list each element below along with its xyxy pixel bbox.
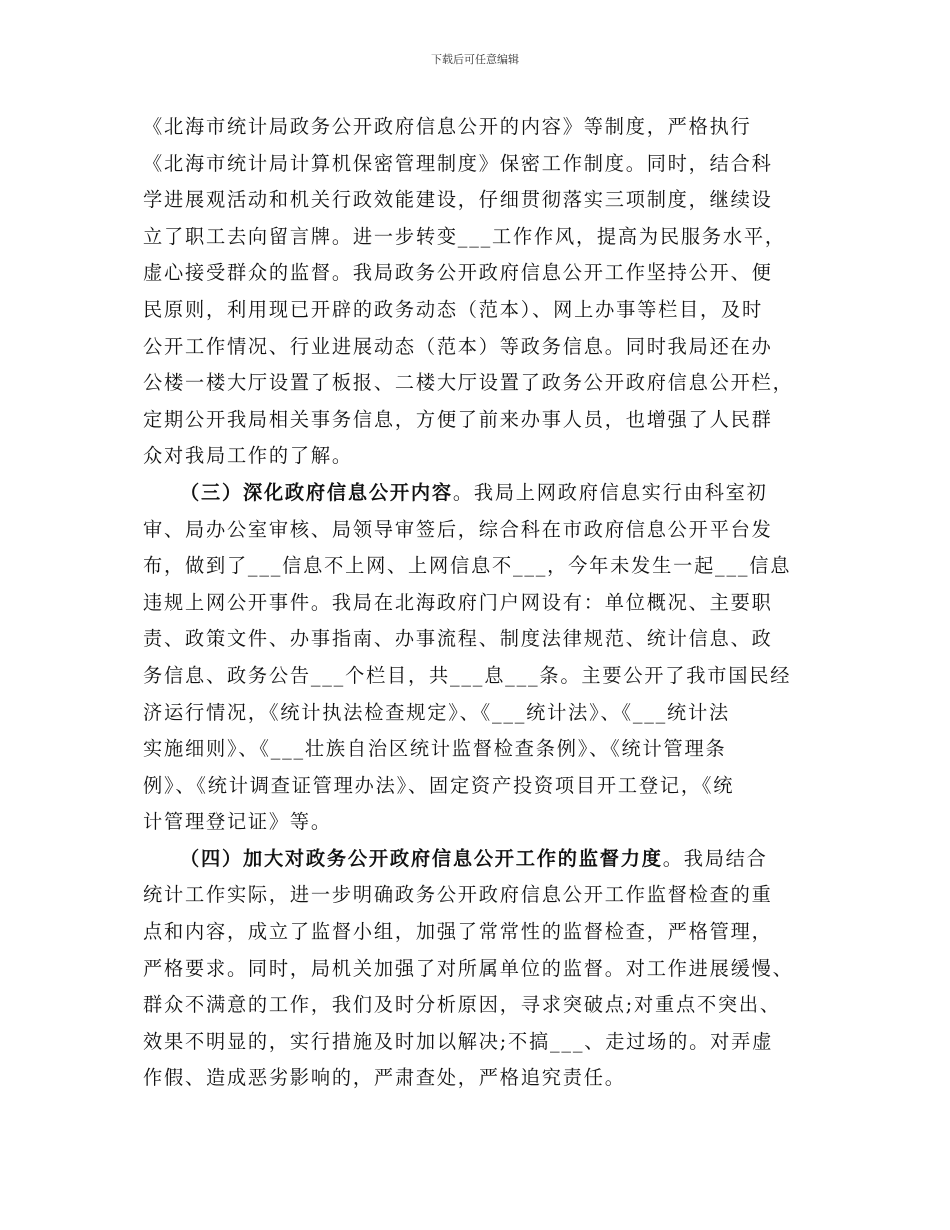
text-line	[143, 109, 833, 146]
line-text: 点和内容，成立了监督小组，加强了常常性的监督检查，严格管理，	[143, 920, 773, 944]
line-text: 《北海市统计局政务公开政府信息公开的内容》等制度，严格执行	[143, 115, 752, 138]
line-text: 作假、造成恶劣影响的，严肃查处，严格追究责任。	[143, 1066, 626, 1090]
line-text: 实施细则》、《___壮族自治区统计监督检查条例》、《统计管理条	[143, 737, 727, 761]
text-line	[143, 658, 833, 695]
line-text: 统计工作实际，进一步明确政务公开政府信息公开工作监督检查的重	[143, 883, 773, 907]
text-line	[143, 1060, 833, 1097]
line-text: 。我局上网政府信息实行由科室初	[452, 480, 768, 504]
line-text: 责、政策文件、办事指南、办事流程、制度法律规范、统计信息、政	[143, 627, 773, 651]
section-heading-line	[143, 841, 833, 878]
text-line	[143, 365, 833, 402]
section-heading: （三）深化政府信息公开内容	[180, 480, 453, 504]
line-text: 虚心接受群众的监督。我局政务公开政府信息公开工作坚持公开、便	[143, 261, 773, 285]
text-line	[143, 768, 833, 805]
text-line	[143, 621, 833, 658]
line-text: 严格要求。同时，局机关加强了对所属单位的监督。对工作进展缓慢、	[143, 956, 794, 980]
text-line	[143, 146, 833, 183]
page-header: 下载后可任意编辑	[431, 53, 519, 66]
section-heading-line	[143, 475, 833, 512]
text-line	[143, 804, 833, 841]
document-body	[143, 109, 833, 1097]
text-line	[143, 914, 833, 951]
text-line	[143, 987, 833, 1024]
line-text: 计管理登记证》等。	[143, 810, 332, 834]
text-line	[143, 877, 833, 914]
line-text: 济运行情况，《统计执法检查规定》、《___统计法》、《___统计法	[143, 700, 731, 724]
text-line	[143, 292, 833, 329]
line-text: 务信息、政务公告___个栏目，共___息___条。主要公开了我市国民经	[143, 663, 792, 687]
text-line	[143, 548, 833, 585]
line-text: 《北海市统计局计算机保密管理制度》保密工作制度。同时，结合科	[143, 151, 773, 175]
line-text: 学进展观活动和机关行政效能建设，仔细贯彻落实三项制度，继续设	[143, 188, 773, 212]
text-line	[143, 585, 833, 622]
line-text: 例》、《统计调查证管理办法》、固定资产投资项目开工登记，《统	[143, 773, 735, 797]
line-text: 定期公开我局相关事务信息，方便了前来办事人员，也增强了人民群	[143, 407, 773, 431]
text-line	[143, 219, 833, 256]
text-line	[143, 402, 833, 439]
line-text: 效果不明显的，实行措施及时加以解决;不搞___、走过场的。对弄虚	[143, 1029, 774, 1053]
text-line	[143, 255, 833, 292]
line-text: 立了职工去向留言牌。进一步转变___工作作风，提高为民服务水平，	[143, 224, 786, 248]
text-line	[143, 512, 833, 549]
section-heading: （四）加大对政务公开政府信息公开工作的监督力度	[180, 846, 663, 870]
line-text: 公开工作情况、行业进展动态（范本）等政务信息。同时我局还在办	[143, 334, 773, 358]
text-line	[143, 438, 833, 475]
text-line	[143, 731, 833, 768]
line-text: 。我局结合	[662, 846, 768, 870]
text-line	[143, 695, 833, 732]
line-text: 审、局办公室审核、局领导审签后，综合科在市政府信息公开平台发	[143, 517, 773, 541]
line-text: 群众不满意的工作，我们及时分析原因，寻求突破点;对重点不突出、	[143, 993, 781, 1017]
line-text: 公楼一楼大厅设置了板报、二楼大厅设置了政务公开政府信息公开栏，	[143, 371, 794, 395]
text-line	[143, 951, 833, 988]
line-text: 众对我局工作的了解。	[143, 444, 353, 468]
line-text: 违规上网公开事件。我局在北海政府门户网设有：单位概况、主要职	[143, 590, 773, 614]
text-line	[143, 182, 833, 219]
line-text: 布，做到了___信息不上网、上网信息不___，今年未发生一起___信息	[143, 554, 792, 578]
text-line	[143, 1024, 833, 1061]
text-line	[143, 329, 833, 366]
line-text: 民原则，利用现已开辟的政务动态（范本）、网上办事等栏目，及时	[143, 297, 764, 321]
